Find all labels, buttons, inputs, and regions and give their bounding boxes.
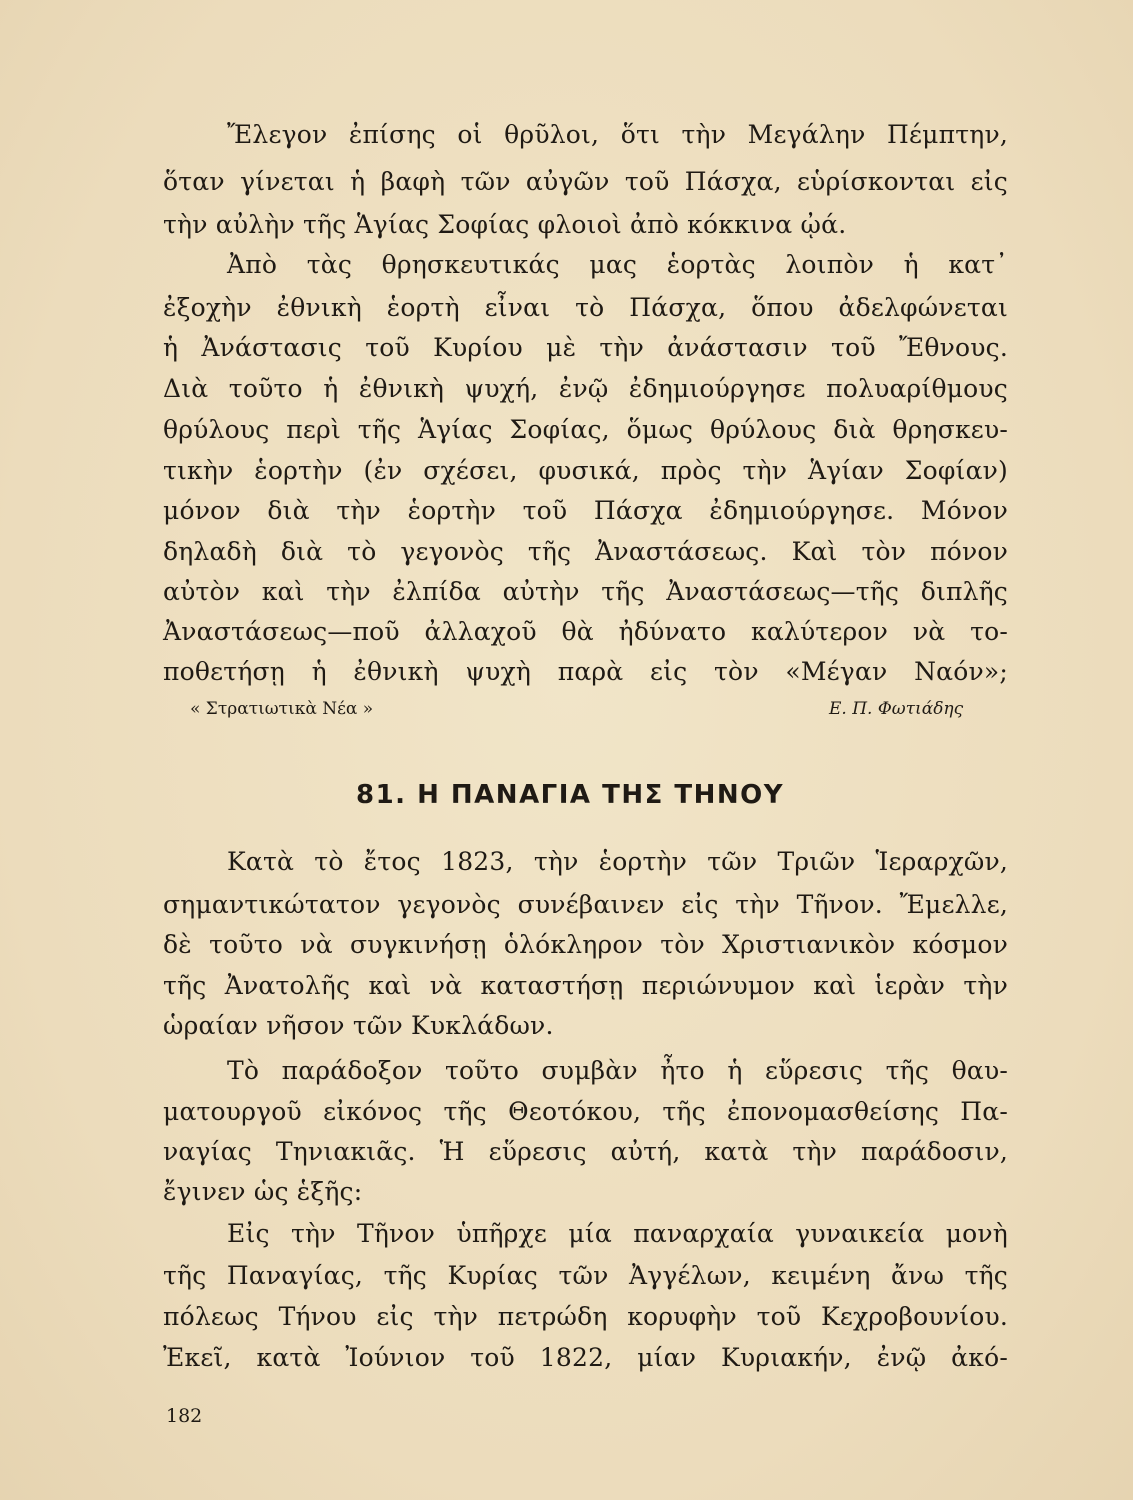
text-line: σημαντικώτατον γεγονὸς συνέβαινεν εἰς τὴν Τῆνον. Ἔμελλε, — [163, 890, 1008, 919]
text-line: πόλεως Τήνου εἰς τὴν πετρώδη κορυφὴν τοῦ Κεχροβουνίου. — [163, 1302, 1008, 1331]
text-line: ἔγινεν ὡς ἑξῆς: — [163, 1177, 363, 1206]
text-line: δὲ τοῦτο νὰ συγκινήσῃ ὁλόκληρον τὸν Χριστιανικὸν κόσμον — [163, 930, 1008, 959]
text-line: Κατὰ τὸ ἔτος 1823, τὴν ἑορτὴν τῶν Τριῶν Ἱεραρχῶν, — [227, 847, 1008, 876]
text-line: Εἰς τὴν Τῆνον ὑπῆρχε μία παναρχαία γυναικεία μονὴ — [227, 1219, 1008, 1248]
text-line: Ἀπὸ τὰς θρησκευτικάς μας ἑορτὰς λοιπὸν ἡ κατ᾽ — [227, 250, 1008, 279]
text-line: Διὰ τοῦτο ἡ ἐθνικὴ ψυχή, ἐνῷ ἐδημιούργησε πολυαρίθμους — [163, 374, 1008, 403]
source-citation: « Στρατιωτικὰ Νέα » — [190, 699, 374, 719]
text-line: ἐξοχὴν ἐθνικὴ ἑορτὴ εἶναι τὸ Πάσχα, ὅπου ἀδελφώνεται — [163, 293, 1008, 322]
page-number: 182 — [166, 1405, 203, 1427]
text-line: τῆς Παναγίας, τῆς Κυρίας τῶν Ἀγγέλων, κειμένη ἄνω τῆς — [163, 1261, 1008, 1290]
text-line: μόνον διὰ τὴν ἑορτὴν τοῦ Πάσχα ἐδημιούργησε. Μόνον — [163, 496, 1008, 525]
text-line: ὅταν γίνεται ἡ βαφὴ τῶν αὐγῶν τοῦ Πάσχα, εὑρίσκονται εἰς — [163, 167, 1008, 196]
text-line: Ἐκεῖ, κατὰ Ἰούνιον τοῦ 1822, μίαν Κυριακήν, ἐνῷ ἀκό- — [163, 1343, 1008, 1372]
text-line: Τὸ παράδοξον τοῦτο συμβὰν ἦτο ἡ εὕρεσις τῆς θαυ- — [227, 1056, 1008, 1085]
text-line: ναγίας Τηνιακιᾶς. Ἡ εὕρεσις αὐτή, κατὰ τὴν παράδοσιν, — [163, 1137, 1008, 1166]
text-line: τικὴν ἑορτὴν (ἐν σχέσει, φυσικά, πρὸς τὴν Ἁγίαν Σοφίαν) — [163, 456, 1008, 485]
text-line: θρύλους περὶ τῆς Ἁγίας Σοφίας, ὅμως θρύλους διὰ θρησκευ- — [163, 415, 1008, 444]
text-line: ἡ Ἀνάστασις τοῦ Κυρίου μὲ τὴν ἀνάστασιν τοῦ Ἔθνους. — [163, 333, 1008, 362]
text-line: ματουργοῦ εἰκόνος τῆς Θεοτόκου, τῆς ἐπονομασθείσης Πα- — [163, 1097, 1008, 1126]
section-heading: 81. Η ΠΑΝΑΓΙΑ ΤΗΣ ΤΗΝΟΥ — [356, 780, 785, 810]
text-line: ὡραίαν νῆσον τῶν Κυκλάδων. — [163, 1011, 554, 1040]
text-line: τὴν αὐλὴν τῆς Ἁγίας Σοφίας φλοιοὶ ἀπὸ κόκκινα ᾠά. — [163, 210, 847, 239]
text-line: Ἔλεγον ἐπίσης οἱ θρῦλοι, ὅτι τὴν Μεγάλην Πέμπτην, — [227, 120, 1008, 149]
text-line: τῆς Ἀνατολῆς καὶ νὰ καταστήσῃ περιώνυμον καὶ ἱερὰν τὴν — [163, 971, 1008, 1000]
text-line: αὐτὸν καὶ τὴν ἐλπίδα αὐτὴν τῆς Ἀναστάσεως—τῆς διπλῆς — [163, 577, 1008, 606]
text-line: Ἀναστάσεως—ποῦ ἀλλαχοῦ θὰ ἠδύνατο καλύτερον νὰ το- — [163, 617, 1008, 646]
text-line: ποθετήσῃ ἡ ἐθνικὴ ψυχὴ παρὰ εἰς τὸν «Μέγαν Ναόν»; — [163, 657, 1008, 686]
text-line: δηλαδὴ διὰ τὸ γεγονὸς τῆς Ἀναστάσεως. Καὶ τὸν πόνον — [163, 537, 1008, 566]
author-name: Ε. Π. Φωτιάδης — [829, 699, 964, 719]
